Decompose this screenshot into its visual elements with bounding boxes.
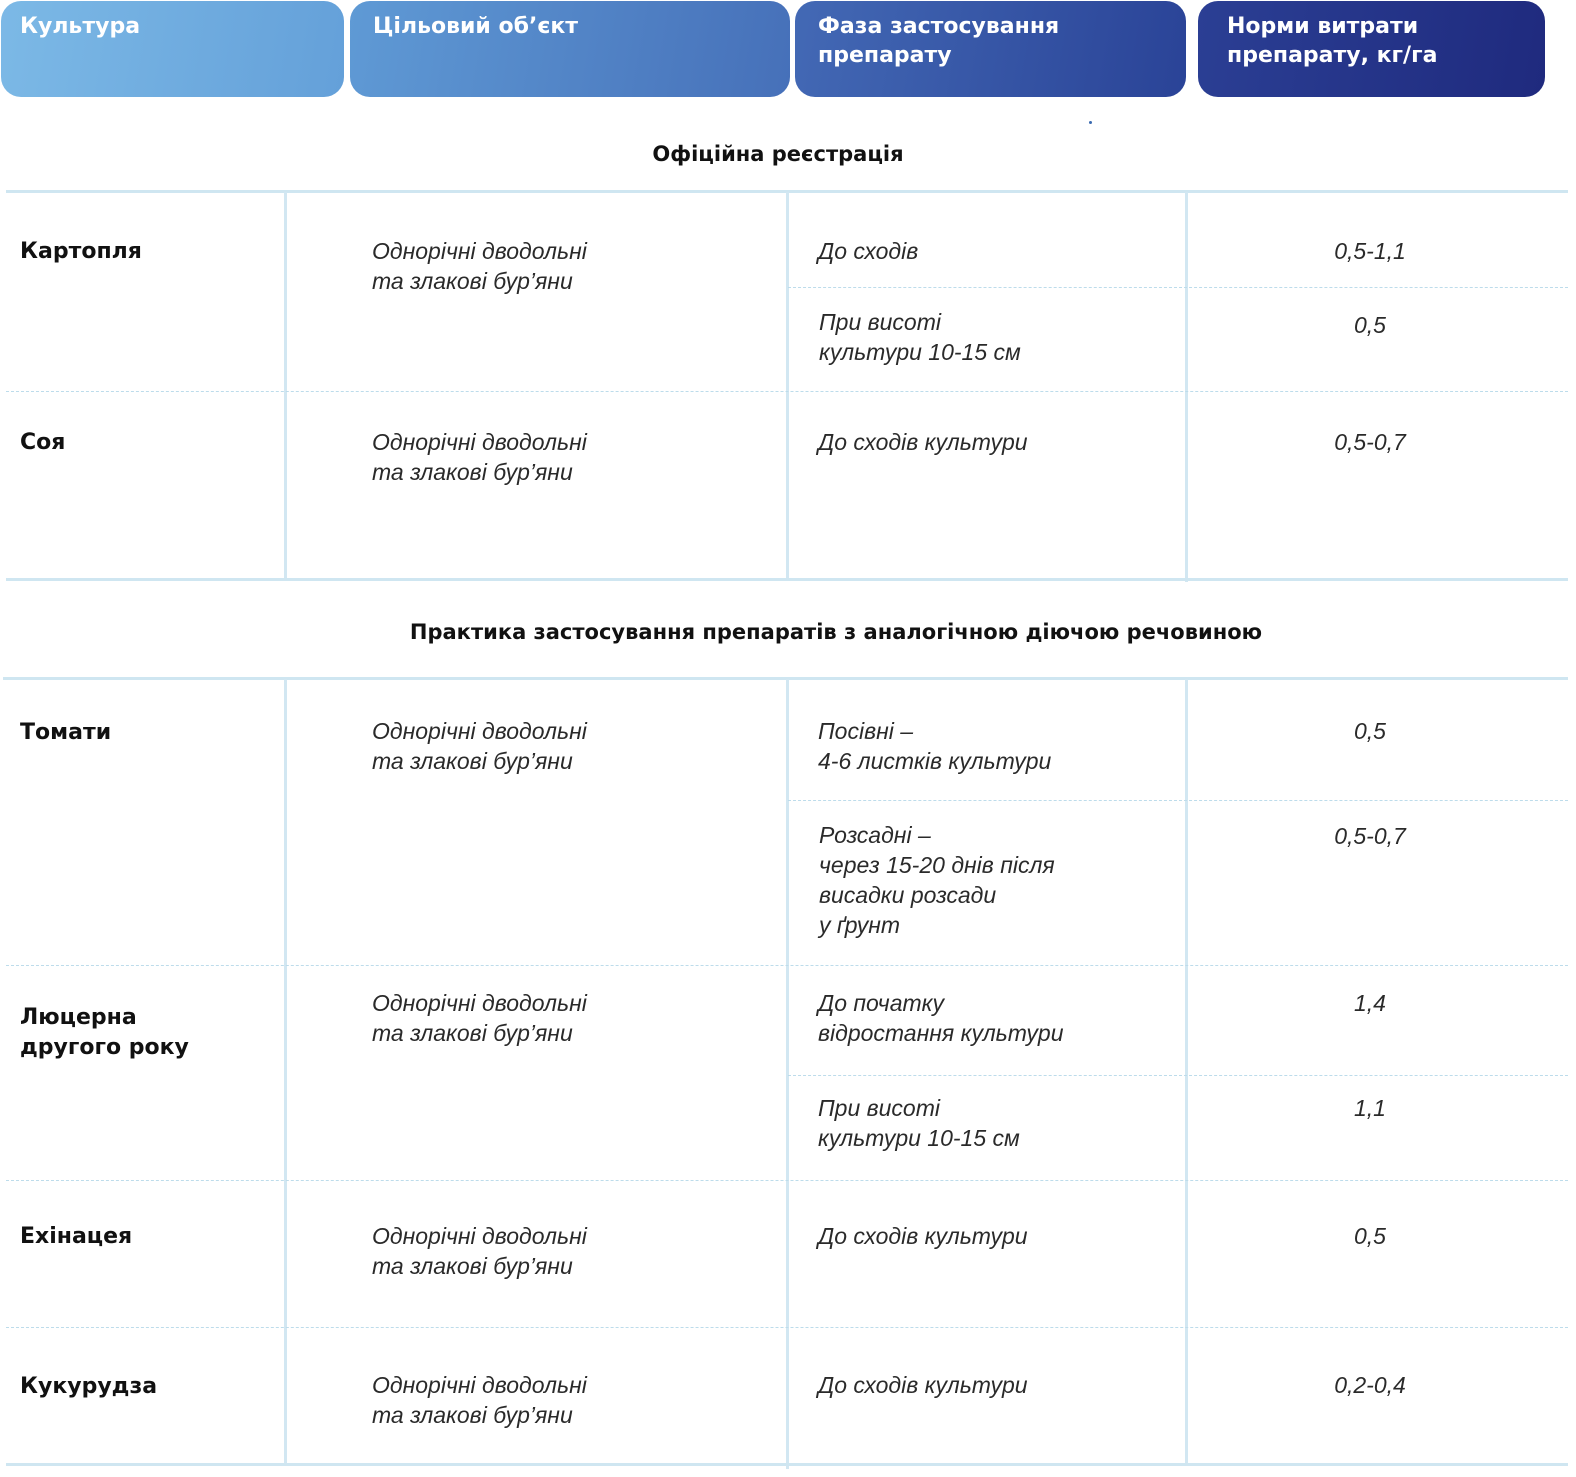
header-rate: Норми витрати препарату, кг/га (1198, 1, 1545, 97)
rate-potato-2: 0,5 (1354, 312, 1386, 338)
phase-potato-1: До сходів (818, 238, 919, 264)
rate-echinacea: 0,5 (1354, 1223, 1386, 1249)
crop-corn: Кукурудза (20, 1374, 158, 1399)
rate-soy: 0,5-0,7 (1334, 429, 1406, 455)
phase-alfalfa-1: До початку відростання культури (818, 990, 1064, 1046)
rate-corn: 0,2-0,4 (1334, 1372, 1406, 1398)
target-alfalfa: Однорічні дводольні та злакові бур’яни (372, 990, 587, 1046)
rate-potato-1: 0,5-1,1 (1334, 238, 1406, 264)
column-divider (284, 679, 287, 1465)
phase-corn: До сходів культури (818, 1372, 1028, 1398)
row-divider (6, 1327, 1568, 1328)
decorative-dot (1089, 121, 1092, 124)
rate-tomato-2: 0,5-0,7 (1334, 823, 1406, 849)
target-corn: Однорічні дводольні та злакові бур’яни (372, 1372, 587, 1428)
rate-tomato-1: 0,5 (1354, 718, 1386, 744)
crop-alfalfa: Люцерна другого року (20, 1005, 189, 1060)
target-soy: Однорічні дводольні та злакові бур’яни (372, 429, 587, 485)
phase-alfalfa-2: При висоті культури 10-15 см (818, 1095, 1020, 1151)
row-divider (6, 965, 1568, 966)
phase-echinacea: До сходів культури (818, 1223, 1028, 1249)
crop-potato: Картопля (20, 239, 142, 264)
header-crop: Культура (1, 1, 344, 97)
target-echinacea: Однорічні дводольні та злакові бур’яни (372, 1223, 587, 1279)
row-divider (6, 1180, 1568, 1181)
phase-potato-2: При висоті культури 10-15 см (819, 309, 1021, 365)
header-phase: Фаза застосування препарату (795, 1, 1186, 97)
row-divider (6, 391, 1568, 392)
rate-alfalfa-1: 1,4 (1354, 990, 1386, 1016)
row-divider (788, 800, 1568, 801)
target-tomato: Однорічні дводольні та злакові бур’яни (372, 718, 587, 774)
phase-soy: До сходів культури (818, 429, 1028, 455)
crop-echinacea: Ехінацея (20, 1224, 133, 1249)
header-target: Цільовий об’єкт (350, 1, 790, 97)
phase-tomato-2: Розсадні – через 15-20 днів після висадки розсади у ґрунт (819, 822, 1055, 938)
crop-soy: Соя (20, 430, 66, 455)
phase-tomato-1: Посівні – 4-6 листків культури (818, 718, 1052, 774)
section-title-practice: Практика застосування препаратів з аналогічною діючою речовиною (409, 620, 1263, 644)
column-divider (284, 192, 287, 580)
target-potato: Однорічні дводольні та злакові бур’яни (372, 238, 587, 294)
section-bottom-line (6, 578, 1568, 581)
row-divider (788, 1075, 1568, 1076)
column-divider (786, 679, 789, 1469)
section-title-official: Офіційна реєстрація (652, 142, 904, 166)
column-divider (786, 192, 789, 580)
column-divider (1185, 679, 1188, 1465)
table-bottom-line (6, 1463, 1568, 1466)
rate-alfalfa-2: 1,1 (1354, 1095, 1386, 1121)
crop-tomato: Томати (20, 720, 112, 745)
row-divider (788, 287, 1568, 288)
